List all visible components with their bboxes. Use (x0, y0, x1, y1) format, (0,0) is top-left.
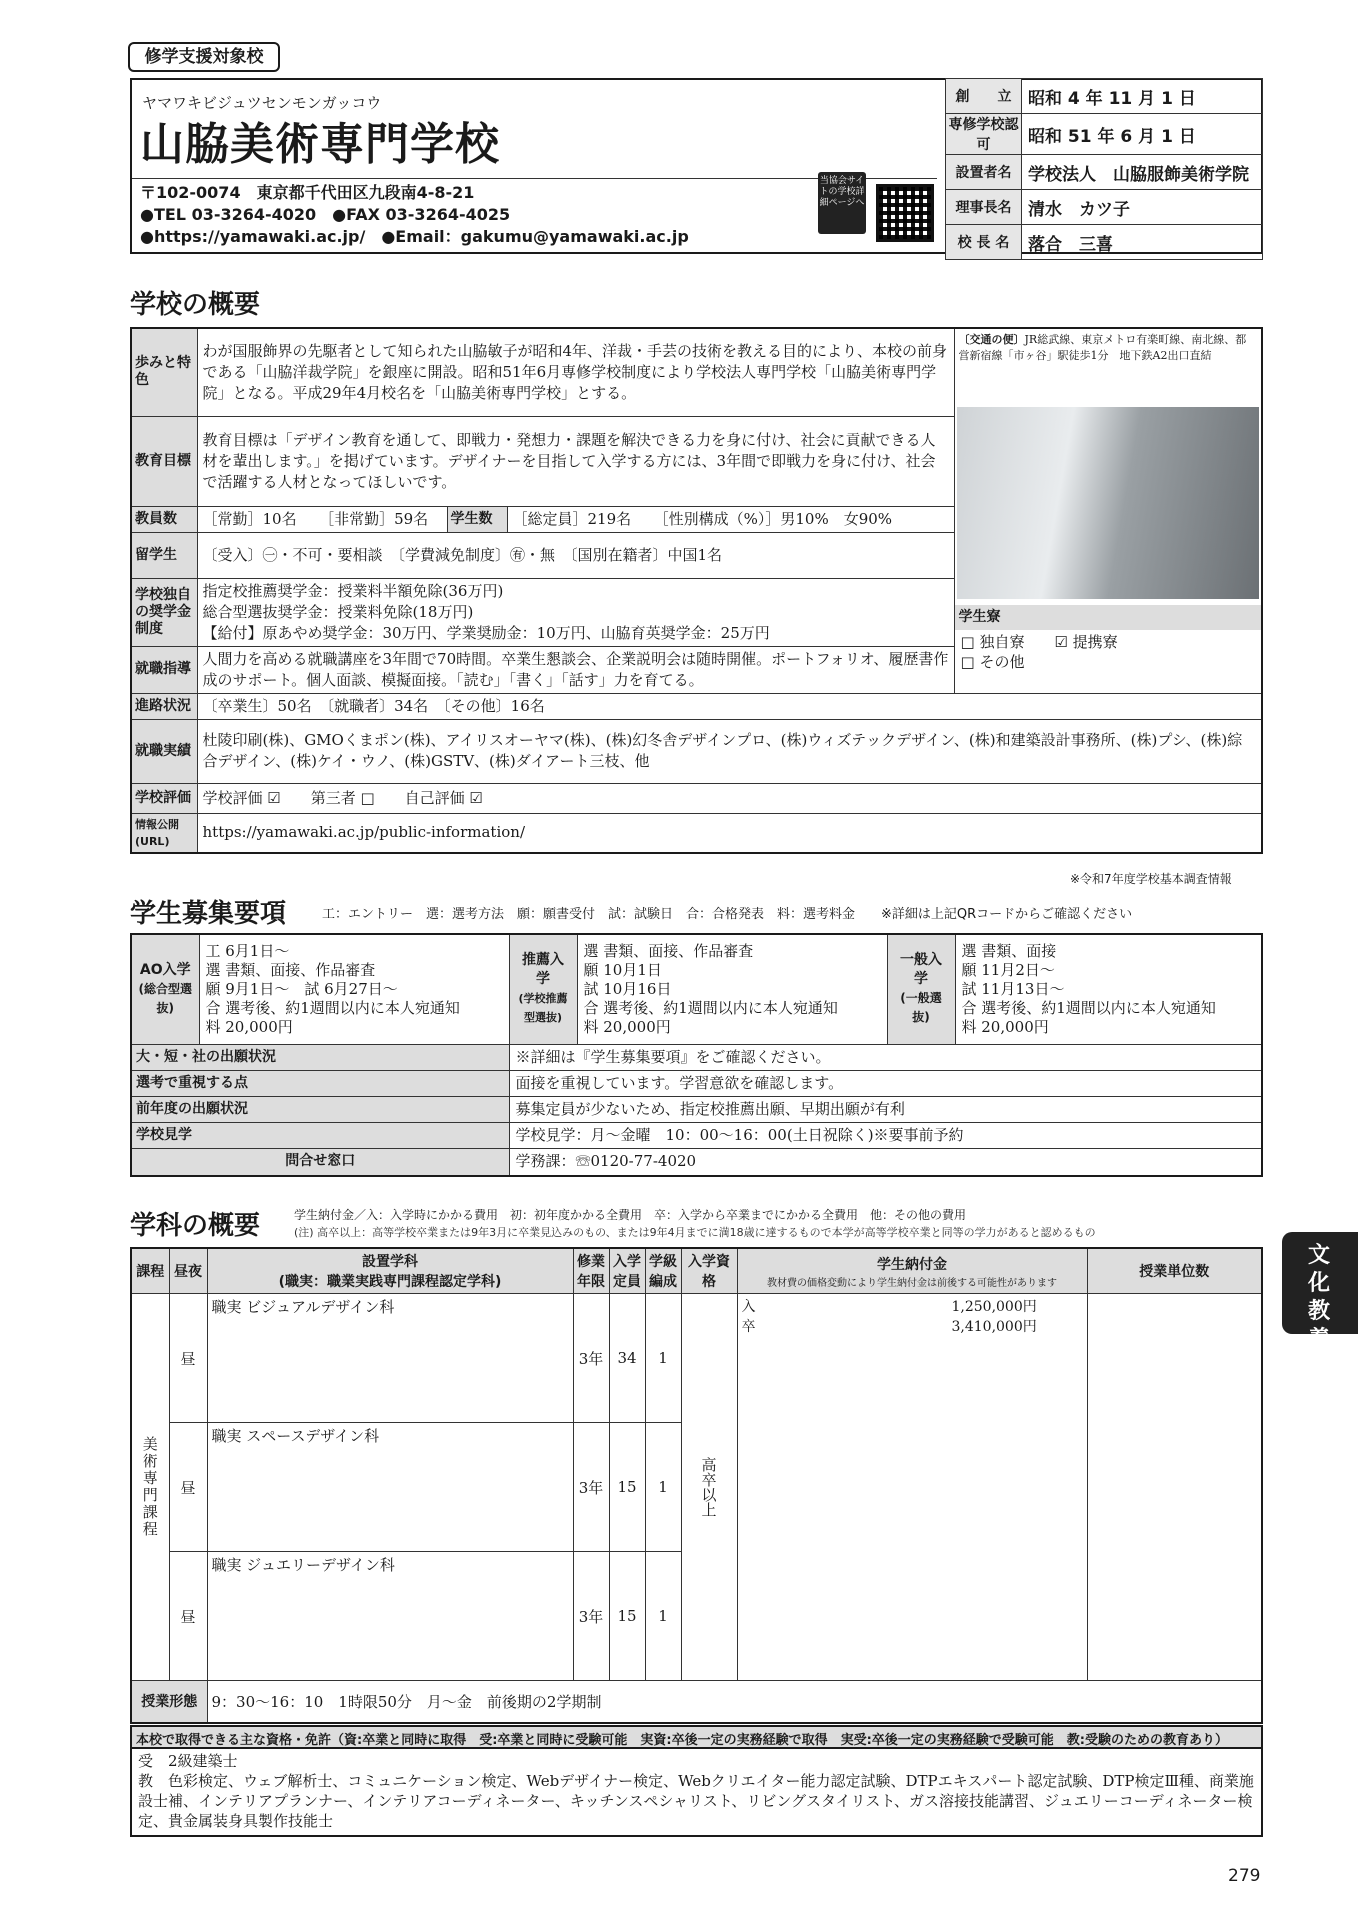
dorm-options: □ 独自寮 ☑ 提携寮 (960, 633, 1118, 651)
overview-title: 学校の概要 (130, 290, 261, 320)
license-list: 受 2級建築士 教 色彩検定、ウェブ解析士、コミュニケーション検定、Webデザイナー検定、Webクリエイター能力認定試験、DTPエキスパート認定試験、DTP検定Ⅲ種、商業施設士補、インテリアプランナー、インテリアコーディネーター、キッチンスペシャリスト、リビングスタイリスト、ガス溶接技能講習、ジュエリーコーディネーター検定、貴金属装身具製作技能士 (130, 1749, 1263, 1837)
public-info-link[interactable]: https://yamawaki.ac.jp/public-information/ (197, 813, 1262, 853)
class-format: 9：30～16：10 1時限50分 月～金 前後期の2学期制 (207, 1681, 1262, 1723)
school-header (130, 78, 1263, 254)
recruit-legend: 工：エントリー 選：選考方法 願：願書受付 試：試験日 合：合格発表 料：選考料金 ※詳細は上記QRコードからご確認ください (322, 907, 1133, 922)
recruit-table: AO入学 (総合型選抜) 工 6月1日～ 選 書類、面接、作品審査 願 9月1日～ 試 6月27日～ 合 選考後、約1週間以内に本人宛通知 料 20,000円 推薦入学 (学校推薦型選抜) 選 書類、面接、作品審査 願 10月1日 試 10月16日 合 選考後、約1週間以内に本人宛通知 料 20,000円 一般入学 (一般選抜) 選 書類、面接 願 11月2日～ 試 11月13日～ 合 選考後、約1週間以内に本人宛通知 料 20,000円 大・短・社の出願状況 ※詳細は『学生募集要項』をご確認ください。 選考で重視する点 面接を重視しています。学習意欲を確認します。 前年度の出願状況 募集定員が少ないため、指定校推薦出願、早期出願が有利 学校見学 学校見学：月～金曜 10：00～16：00(土日祝除く)※要事前予約 問合せ窓口 学務課：☏0120-77-4020 (130, 933, 1263, 1177)
dept-table: 課程 昼夜 設置学科 (職実：職業実践専門課程認定学科) 修業年限 入学定員 学級編成 入学資格 学生納付金 教材費の価格変動により学生納付金は前後する可能性があります 授業単位数 美術専門課程 昼 職実 ビジュアルデザイン科 3年 34 1 高卒以上 入 1,250,000円 卒 3,410,000円 昼 職実 スペースデザイン科 3年 15 1 昼 職実 ジュエリーデザイン科 3年 15 1 授業形態 9：30～16：10 1時限50分 月～金 前後期の2学期制 (130, 1247, 1263, 1724)
qr-code-icon[interactable] (876, 184, 934, 242)
school-name: 山脇美術専門学校 (140, 119, 500, 170)
support-badge: 修学支援対象校 (128, 42, 280, 72)
qr-tag: 当協会サイトの学校詳細ページへ (818, 172, 866, 234)
license-header: 本校で取得できる主な資格・免許（資:卒業と同時に取得 受:卒業と同時に受験可能 実資:卒後一定の実務経験で取得 実受:卒後一定の実務経験で受験可能 教:受験のための教育あり） (130, 1725, 1263, 1749)
page-number: 279 (1228, 1866, 1261, 1886)
recruit-title: 学生募集要項 (130, 899, 287, 929)
dept-name: 職実 ジュエリーデザイン科 (207, 1552, 573, 1681)
dept-title: 学科の概要 (130, 1211, 261, 1241)
dept-name: 職実 スペースデザイン科 (207, 1423, 573, 1552)
dorm-label: 学生寮 (955, 605, 1262, 630)
school-phone: ●TEL 03-3264-4020 ●FAX 03-3264-4025 (140, 205, 511, 224)
overview-table: 歩みと特色 わが国服飾界の先駆者として知られた山脇敏子が昭和4年、洋裁・手芸の技術を教える目的により、本校の前身である「山脇洋裁学院」を銀座に開設。昭和51年6月専修学校制度により学校法人専門学校「山脇美術専門学院」となる。平成29年4月校名を「山脇美術専門学校」とする。 〔交通の便〕JR総武線、東京メトロ有楽町線、南北線、都営新宿線「市ヶ谷」駅徒歩1分 地下鉄A2出口直結 学生寮 □ 独自寮 ☑ 提携寮 □ その他 教育目標 教育目標は「デザイン教育を通して、即戦力・発想力・課題を解決できる力を身に付け、社会に貢献できる人材を輩出します。」を掲げています。デザイナーを目指して入学する方には、3年間で即戦力を身に付け、社会で活躍する人材となってほしいです。 教員数 ［常勤］10名 ［非常勤］59名 学生数 ［総定員］219名 ［性別構成（%）］男10% 女90% 留学生 〔受入〕㊀・不可・要相談 〔学費減免制度〕㊒・無 〔国別在籍者〕中国1名 学校独自の奨学金制度 指定校推薦奨学金：授業料半額免除(36万円) 総合型選抜奨学金：授業料免除(18万円) 【給付】原あやめ奨学金：30万円、学業奨励金：10万円、山脇育英奨学金：25万円 就職指導 人間力を高める就職講座を3年間で70時間。卒業生懇談会、企業説明会は随時開催。ポートフォリオ、履歴書作成のサポート。個人面談、模擬面接。「読む」「書く」「話す」力を育てる。 進路状況 〔卒業生〕50名 〔就職者〕34名 〔その他〕16名 就職実績 杜陵印刷(株)、GMOくまポン(株)、アイリスオーヤマ(株)、(株)幻冬舎デザインプロ、(株)ウィズテックデザイン、(株)和建築設計事務所、(株)プシ、(株)綜合デザイン、(株)ケイ・ウノ、(株)GSTV、(株)ダイアート三枝、他 学校評価 学校評価 ☑ 第三者 □ 自己評価 ☑ 情報公開(URL) https://yamawaki.ac.jp/public-information/ (130, 327, 1263, 854)
category-tab[interactable]: 文化教養 (1282, 1232, 1358, 1334)
tuition: 入 1,250,000円 卒 3,410,000円 (737, 1294, 1087, 1681)
contact-phone[interactable]: 学務課：☏0120-77-4020 (509, 1148, 1262, 1176)
course-name: 美術専門課程 (131, 1294, 169, 1681)
building-photo (957, 407, 1260, 599)
day-night: 昼 (169, 1294, 207, 1423)
school-kana: ヤマワキビジュツセンモンガッコウ (142, 94, 382, 112)
school-address: 〒102-0074 東京都千代田区九段南4-8-21 ●TEL 03-3264-4020 ●FAX 03-3264-4025 ●https://yamawaki.ac.jp/ ●Email：gakumu@yamawaki.ac.jp (140, 183, 689, 246)
survey-note: ※令和7年度学校基本調査情報 (1070, 872, 1232, 886)
dept-note: (注) 高卒以上：高等学校卒業または9年3月に卒業見込みのもの、または9年4月までに満18歳に達するもので本学が高等学校卒業と同等の学力があると認めるもの (294, 1226, 1096, 1239)
school-web[interactable]: ●https://yamawaki.ac.jp/ ●Email：gakumu@yamawaki.ac.jp (140, 227, 689, 246)
dept-name: 職実 ビジュアルデザイン科 (207, 1294, 573, 1423)
admission-qual: 高卒以上 (681, 1294, 737, 1681)
dept-legend: 学生納付金／入：入学時にかかる費用 初：初年度かかる全費用 卒：入学から卒業までにかかる全費用 他：その他の費用 (294, 1208, 967, 1222)
school-info-table: 創 立 昭和 4 年 11 月 1 日 専修学校認可 昭和 51 年 6 月 1 日 設置者名 学校法人 山脇服飾美術学院 理事長名 清水 カツ子 校 長 名 落合 三喜 (945, 78, 1263, 260)
